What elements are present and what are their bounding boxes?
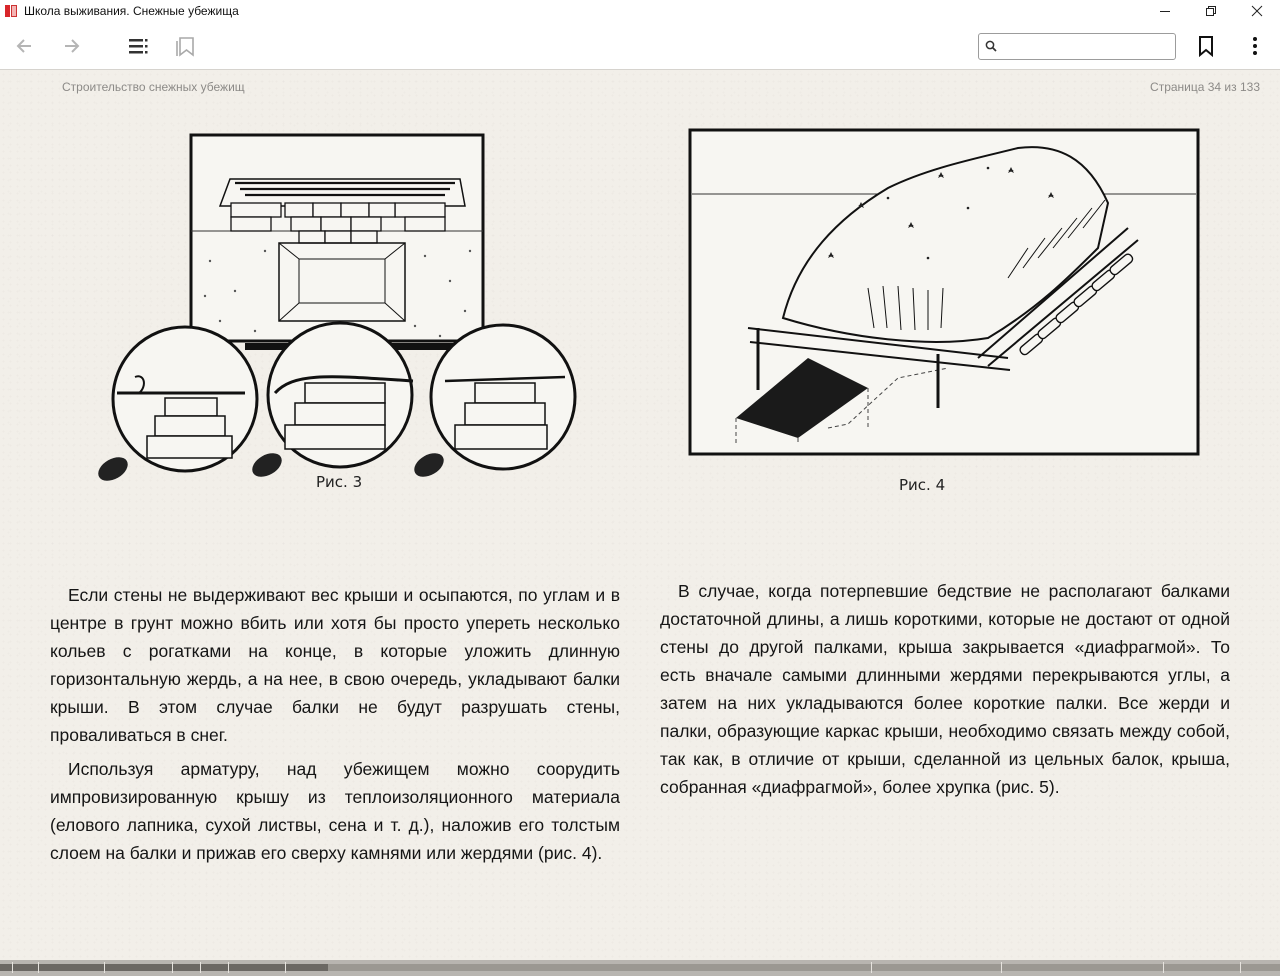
back-arrow-icon	[14, 36, 34, 56]
paragraph: В случае, когда потерпевшие бедствие не располагают балками достаточной длины, а лишь короткими, которые не достают от одной стены до другой палками, крыша закрывается «диафрагмой». То есть вначале самыми длинными жердями перекрываются углы, а затем на них укладываются более короткие палки. Все жерди и палки, образующие каркас крыши, необходимо связать между собой, так как, в отличие от крыши, сделанной из цельных балок, крыша, собранная «диафрагмой», более хрупка (рис. 5).	[660, 581, 1230, 797]
chapter-tick	[1240, 962, 1241, 973]
running-header: Строительство снежных убежищ	[62, 80, 245, 94]
right-text-column	[660, 577, 1230, 801]
minimize-button[interactable]	[1142, 0, 1188, 22]
more-menu-icon	[1252, 36, 1258, 56]
window-title: Школа выживания. Снежные убежища	[24, 4, 239, 18]
figure-3-caption: Рис. 3	[316, 473, 363, 491]
minimize-icon	[1159, 5, 1171, 17]
detail-magnifier-1	[95, 327, 257, 486]
title-bar	[0, 0, 1280, 22]
contents-icon	[127, 36, 149, 56]
bookmarks-list-button[interactable]	[173, 22, 197, 70]
forward-arrow-icon	[62, 36, 82, 56]
window-controls	[1142, 0, 1280, 22]
app-book-icon	[4, 4, 18, 18]
left-text-column	[50, 581, 620, 867]
paragraph: Если стены не выдерживают вес крыши и осыпаются, по углам и в центре в грунт можно вбить или хотя бы просто упереть несколько кольев с рогатками на конце, в которые уложить длинную горизонтальную жердь, а на нее, в свою очередь, укладывают балки крыши. В этом случае балки не будут разрушать стены, проваливаться в снег.	[50, 585, 620, 745]
paragraph: Используя арматуру, над убежищем можно соорудить импровизированную крышу из теплоизоляционного материала (елового лапника, сухой листвы, сена и т. д.), наложив его толстым слоем на балки и прижав его сверху камнями или жердями (рис. 4).	[50, 759, 620, 863]
close-icon	[1251, 5, 1263, 17]
search-icon	[985, 40, 997, 52]
back-button[interactable]	[12, 22, 36, 70]
chapter-tick	[200, 962, 201, 973]
figure-4-caption: Рис. 4	[899, 476, 946, 494]
chapter-tick	[172, 962, 173, 973]
chapter-tick	[104, 962, 105, 973]
chapter-tick	[1001, 962, 1002, 973]
restore-icon	[1205, 5, 1217, 17]
more-menu-button[interactable]	[1243, 22, 1267, 70]
book-page[interactable]	[0, 71, 1280, 960]
chapter-tick	[285, 962, 286, 973]
reading-progress-bar[interactable]	[0, 960, 1280, 976]
bookmark-icon	[1197, 35, 1215, 57]
restore-button[interactable]	[1188, 0, 1234, 22]
bookmarks-list-icon	[174, 35, 196, 57]
contents-button[interactable]	[126, 22, 150, 70]
figure-4-illustration	[688, 128, 1202, 458]
chapter-tick	[228, 962, 229, 973]
close-button[interactable]	[1234, 0, 1280, 22]
reader-toolbar	[0, 22, 1280, 70]
chapter-tick	[12, 962, 13, 973]
chapter-tick	[38, 962, 39, 973]
search-input[interactable]	[978, 33, 1176, 60]
bookmark-button[interactable]	[1194, 22, 1218, 70]
page-indicator: Страница 34 из 133	[1150, 80, 1260, 94]
forward-button[interactable]	[60, 22, 84, 70]
progress-fill	[0, 964, 328, 971]
chapter-tick	[1163, 962, 1164, 973]
figure-3-illustration	[95, 131, 580, 491]
chapter-tick	[871, 962, 872, 973]
